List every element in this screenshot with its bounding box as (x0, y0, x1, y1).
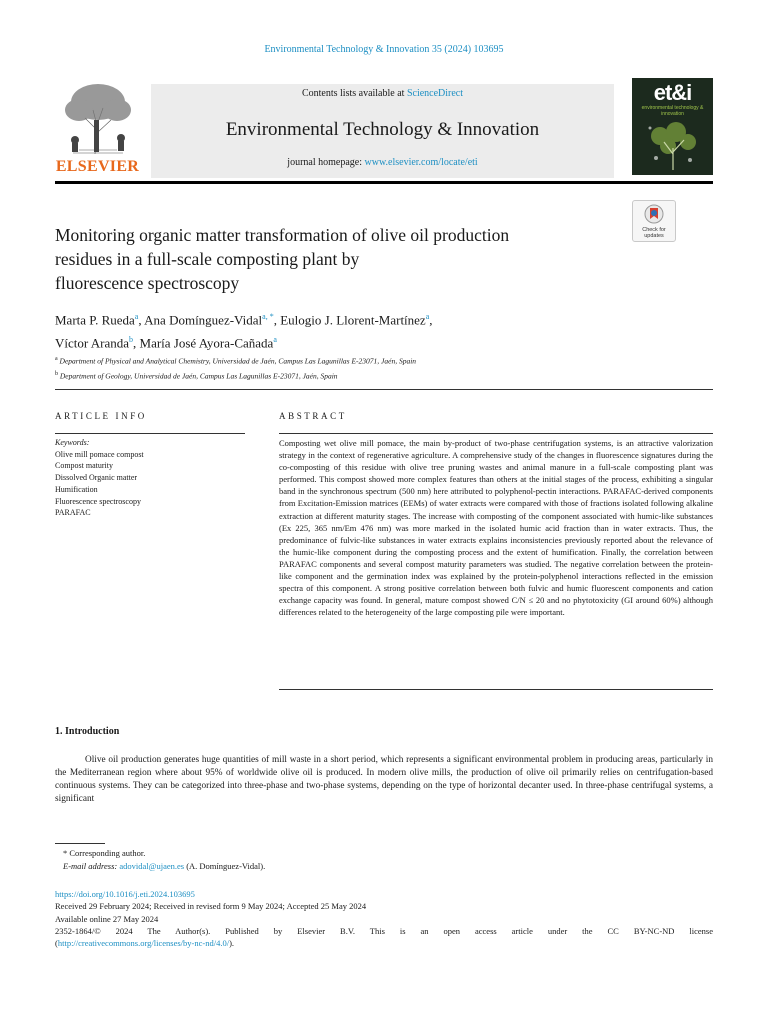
received-dates: Received 29 February 2024; Received in revised form 9 May 2024; Accepted 25 May 2024 (55, 901, 367, 912)
masthead-rule (55, 181, 713, 184)
journal-masthead (55, 78, 713, 180)
homepage-prefix: journal homepage: (287, 157, 365, 168)
author-separator: , (133, 335, 140, 351)
affiliation-marker: a (55, 356, 58, 362)
license-link[interactable]: http://creativecommons.org/licenses/by-nc-nd/4.0/ (57, 938, 230, 949)
author-affiliation-marker[interactable]: a (425, 312, 430, 321)
author-name[interactable]: María José Ayora-Cañada (139, 335, 274, 351)
keyword-item: Fluorescence spectroscopy (55, 496, 141, 506)
author-list (55, 307, 655, 354)
elsevier-wordmark: ELSEVIER (55, 158, 140, 175)
paper-title (55, 223, 625, 295)
corresponding-author-note: * Corresponding author. (63, 848, 146, 858)
available-online: Available online 27 May 2024 (55, 913, 159, 924)
crossmark-icon (644, 204, 664, 226)
author-name[interactable]: Eulogio J. Llorent-Martínez (280, 312, 426, 328)
article-info-heading: ARTICLE INFO (55, 411, 147, 421)
journal-cover-image[interactable] (632, 78, 713, 175)
check-for-updates-button[interactable] (632, 200, 676, 242)
introduction-heading: 1. Introduction (55, 726, 120, 737)
journal-homepage-link[interactable]: www.elsevier.com/locate/eti (364, 157, 478, 168)
abstract-bottom-rule (279, 689, 713, 690)
crossmark-label: Check for updates (642, 227, 666, 239)
author-line (55, 307, 655, 330)
keyword-item: Olive mill pomace compost (55, 449, 144, 459)
cover-subtitle: environmental technology & innovation (641, 105, 704, 117)
affiliation-text: Department of Physical and Analytical Chemistry, Universidad de Jaén, Campus Las Lagunillas E-23071, Jaén, Spain (59, 356, 417, 366)
footnote-rule (55, 843, 105, 844)
introduction-paragraph: Olive oil production generates huge quantities of mill waste in a short period, which represents a significant environmental problem in producing areas, particularly in the Mediterranean region where about 95% of worldwide olive oil is produced. In modern olive mills, the production of olive oil primarily relies on centrifugation-based continuous systems. They can be categorized into three-phase and two-phase systems, depending on the type of horizontal decanter used. In three-phase centrifugal systems, a significant (55, 755, 713, 804)
email-link[interactable]: adovidal@ujaen.es (119, 860, 185, 871)
cover-logo: et&i (653, 80, 692, 105)
paper-title-line: Monitoring organic matter transformation of olive oil production (55, 225, 510, 245)
contents-prefix: Contents lists available at (301, 88, 407, 99)
keyword-item: PARAFAC (55, 508, 91, 518)
cover-tree-icon (640, 118, 706, 172)
email-label: E-mail address: (63, 860, 118, 871)
keywords-label: Keywords: (55, 438, 90, 447)
author-separator: , (273, 312, 281, 328)
author-line (55, 330, 655, 353)
elsevier-tree-icon (59, 80, 137, 156)
author-name[interactable]: Víctor Aranda (55, 335, 130, 351)
email-note (55, 860, 713, 873)
paper-title-line: fluorescence spectroscopy (55, 273, 240, 293)
abstract-heading: ABSTRACT (279, 411, 347, 421)
keyword-item: Dissolved Organic matter (55, 473, 138, 483)
license-statement: 2352-1864/© 2024 The Author(s). Published by Elsevier B.V. This is an open access article under the CC BY-NC-ND license (55, 925, 713, 936)
homepage-line (151, 157, 614, 168)
affiliation-item (55, 368, 675, 383)
author-name[interactable]: Marta P. Rueda (55, 312, 135, 328)
footnotes (55, 847, 713, 872)
abstract-text: Composting wet olive mill pomace, the main by-product of two-phase centrifugation systems, is an attractive valorization strategy in the context of regenerative agriculture. A comprehensive study of the changes in fluorescence signatures during the co-composting of this residue with olive tree pruning wastes and animal manure in a full-scale composting plant was performed. This compost showed more complex features than others at the initial stages of the process, exhibiting a singular band in the synchronous spectrum (500 nm) here attributed to polyphenol-pectin interactions. PARAFAC-derived components from Excitation-Emission matrices (EEMs) of water extracts were compared with those of fractions isolated following alkaline extraction at different maturity stages. The increase with composting of the component associated with humic-like substances (Ex 225, 365 nm/Em 476 nm) was more marked in the isolated humic acid fraction than in water extracts. Thus, the predominance of fulvic-like substances in water extracts explains inconsistencies previously reported about the relevance of the humic-like component during the composting process and the extent of humification. Finally, the correlation between PARAFAC components and several compost maturity parameters was studied. The negative correlation between the protein-like component and the germination index was explained by the protein-polyphenol interactions reflected in the emission spectra of this component. A strong positive correlation between both fulvic and humic fluorescent components and cation exchange capacity was found. In general, mature compost showed C/N ≤ 20 and no phytotoxicity (GI around 60%) although differences related to the heterogeneity of the large composting pile were important. (279, 438, 713, 618)
publication-info (55, 888, 713, 949)
sciencedirect-link[interactable]: ScienceDirect (406, 88, 464, 99)
journal-title: Environmental Technology & Innovation (225, 119, 540, 140)
contents-line (151, 88, 614, 99)
masthead-center-box (151, 84, 614, 178)
author-separator: , (429, 312, 433, 328)
keyword-item: Compost maturity (55, 461, 113, 471)
keywords-list (55, 437, 250, 519)
abstract-rule (279, 433, 713, 434)
license-link-line: (http://creativecommons.org/licenses/by-nc-nd/4.0/). (55, 938, 235, 949)
email-suffix: (A. Domínguez-Vidal). (184, 860, 266, 871)
doi-link[interactable]: https://doi.org/10.1016/j.eti.2024.103695 (55, 889, 195, 899)
affiliation-item (55, 353, 675, 368)
paper-title-line: residues in a full-scale composting plant by (55, 249, 360, 269)
affiliation-marker: b (55, 370, 58, 377)
keyword-item: Humification (55, 484, 98, 494)
affiliations (55, 353, 675, 382)
author-name[interactable]: Ana Domínguez-Vidal (144, 312, 263, 328)
journal-reference[interactable]: Environmental Technology & Innovation 35 (2024) 103695 (264, 44, 504, 55)
author-affiliation-marker[interactable]: a (134, 312, 139, 321)
author-affiliation-marker[interactable]: a (273, 335, 277, 345)
section-divider (55, 389, 713, 390)
author-separator: , (138, 312, 145, 328)
elsevier-logo[interactable] (55, 80, 140, 175)
author-affiliation-marker[interactable]: a, * (262, 312, 274, 321)
affiliation-text: Department of Geology, Universidad de Jaén, Campus Las Lagunillas E-23071, Jaén, Spain (59, 371, 338, 380)
author-affiliation-marker[interactable]: b (129, 335, 134, 345)
article-info-rule (55, 433, 245, 434)
